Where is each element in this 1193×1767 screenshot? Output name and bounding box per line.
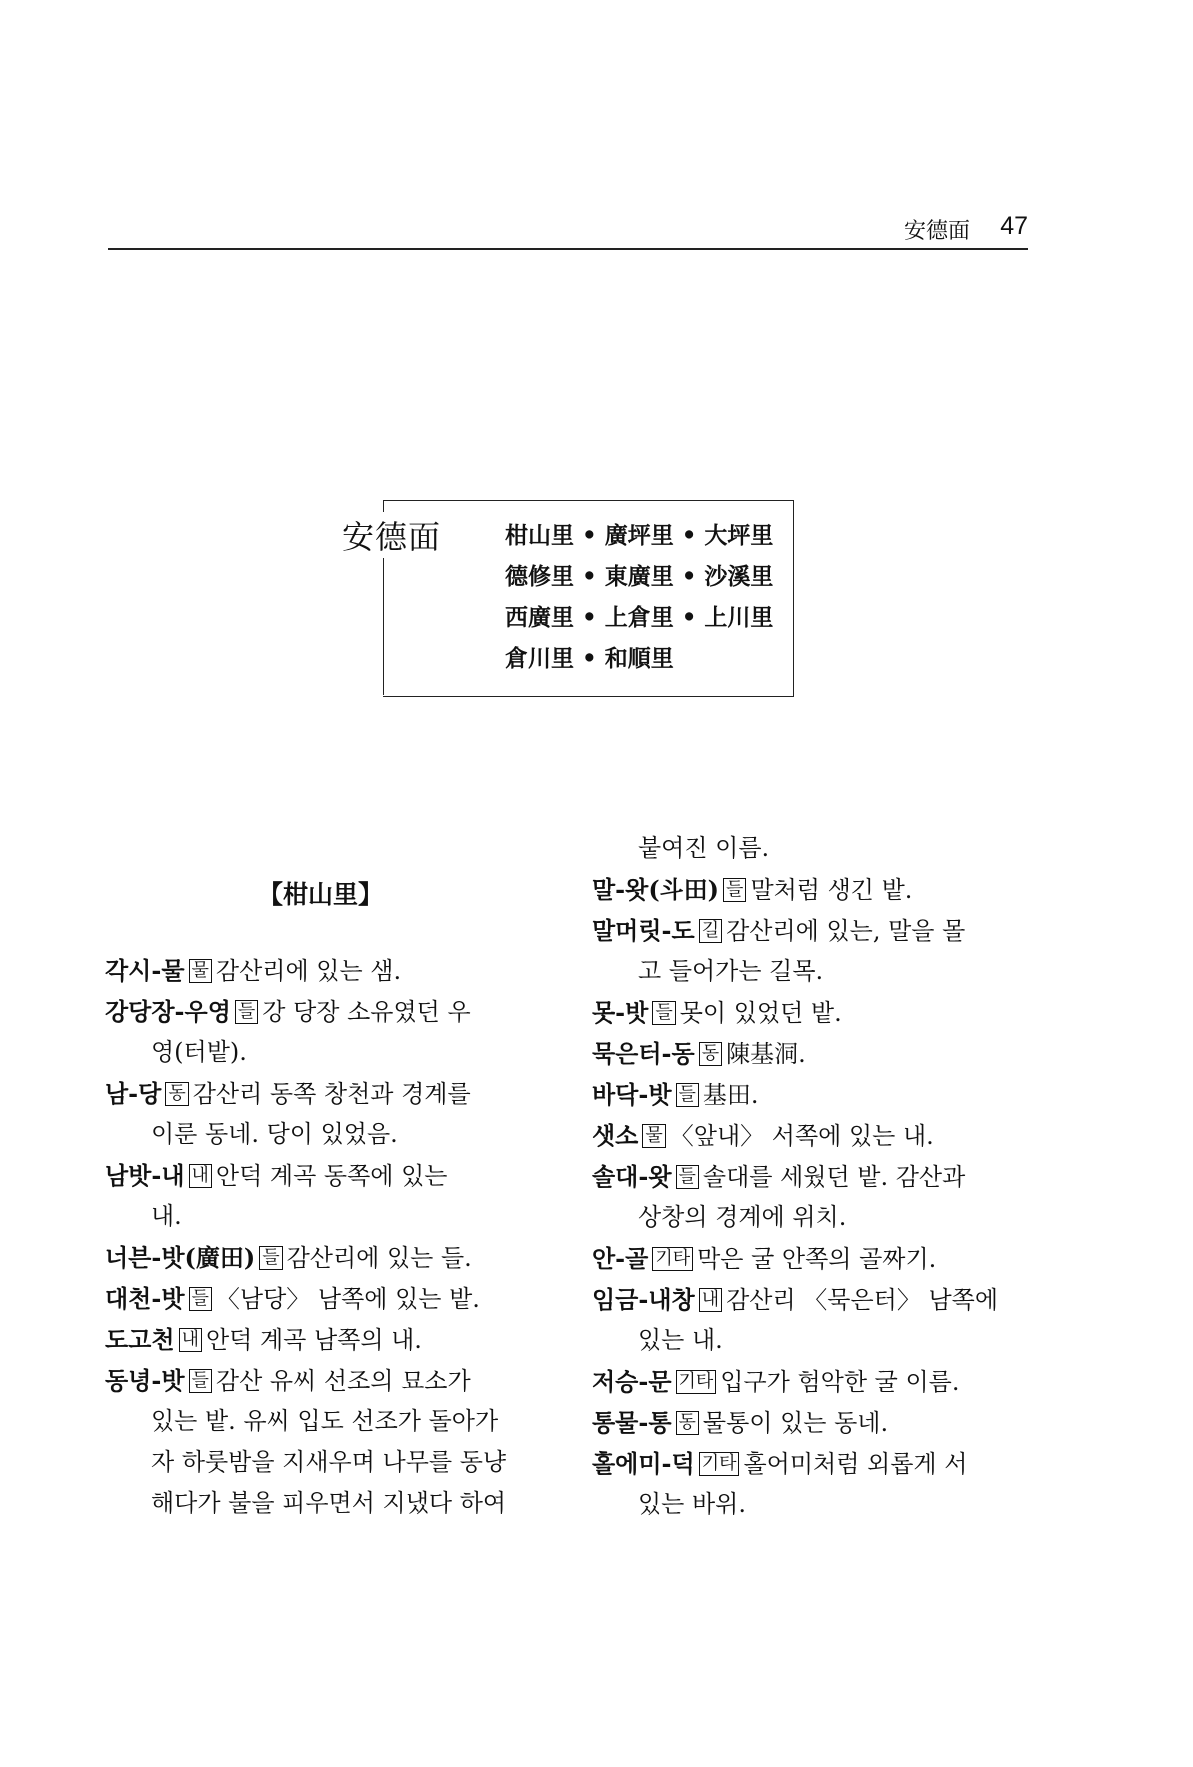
entry-line	[105, 1360, 545, 1401]
dictionary-entry	[592, 1156, 1032, 1238]
dictionary-entry	[592, 1443, 1032, 1525]
left-column	[105, 950, 545, 1524]
dictionary-entry	[592, 1279, 1032, 1361]
entry-text: 고 들어가는 길목.	[638, 957, 824, 985]
category-tag: 들	[676, 1083, 699, 1107]
category-tag: 들	[235, 1000, 258, 1024]
entry-line	[592, 1115, 1032, 1156]
right-column	[592, 828, 1032, 1525]
entry-text: 자 하룻밤을 지새우며 나무를 동냥	[151, 1448, 507, 1476]
entry-headword: 저승-문	[592, 1367, 672, 1396]
entry-text: 陳基洞.	[726, 1040, 806, 1068]
dictionary-entry	[592, 1361, 1032, 1402]
entry-headword: 동녕-밧	[105, 1366, 185, 1395]
category-tag: 물	[642, 1124, 665, 1148]
running-head-title: 安德面	[903, 219, 970, 244]
entry-line	[105, 1401, 545, 1442]
entry-text: 〈남당〉 남쪽에 있는 밭.	[215, 1285, 480, 1313]
dictionary-entry	[105, 950, 545, 991]
entry-headword: 샛소	[592, 1121, 639, 1150]
entry-text: 입구가 험악한 굴 이름.	[720, 1368, 960, 1396]
entry-line	[592, 1402, 1032, 1443]
entry-headword: 남밧-내	[105, 1161, 185, 1190]
entry-line	[105, 1237, 545, 1278]
entry-line	[592, 828, 1032, 869]
dictionary-entry	[592, 1402, 1032, 1443]
entry-text: 안덕 계곡 남쪽의 내.	[205, 1326, 422, 1354]
entry-headword: 솔대-왓	[592, 1162, 672, 1191]
category-tag: 들	[189, 1287, 212, 1311]
entry-line	[105, 1278, 545, 1319]
category-tag: 내	[189, 1164, 212, 1188]
entry-text: 감산 유씨 선조의 묘소가	[215, 1367, 471, 1395]
entry-text: 감산리에 있는 들.	[286, 1244, 472, 1272]
village-line: 柑山里 • 廣坪里 • 大坪里	[505, 522, 774, 549]
entry-headword: 강당장-우영	[105, 997, 231, 1026]
entry-line	[105, 1032, 545, 1073]
dictionary-entry	[105, 1155, 545, 1237]
entry-headword: 임금-내창	[592, 1285, 695, 1314]
village-line: 德修里 • 東廣里 • 沙溪里	[505, 563, 774, 590]
entry-line	[105, 1442, 545, 1483]
dictionary-entry	[592, 910, 1032, 992]
dictionary-entry	[105, 1360, 545, 1524]
category-tag: 동	[699, 1042, 722, 1066]
entry-line	[105, 1155, 545, 1196]
village-line: 西廣里 • 上倉里 • 上川里	[505, 604, 774, 631]
entry-headword: 바닥-밧	[592, 1080, 672, 1109]
entry-text: 基田.	[702, 1081, 759, 1109]
entry-text: 강 당장 소유였던 우	[262, 998, 471, 1026]
category-tag: 기타	[652, 1247, 693, 1271]
entry-text: 있는 밭. 유씨 입도 선조가 돌아가	[151, 1407, 499, 1435]
entry-text: 솔대를 세웠던 밭. 감산과	[702, 1163, 966, 1191]
dictionary-entry	[105, 1278, 545, 1319]
dictionary-entry	[592, 1115, 1032, 1156]
category-tag: 기타	[676, 1370, 717, 1394]
entry-text: 이룬 동네. 당이 있었음.	[151, 1120, 398, 1148]
entry-line	[105, 950, 545, 991]
entry-text: 안덕 계곡 동쪽에 있는	[215, 1162, 448, 1190]
entry-line	[592, 869, 1032, 910]
entry-headword: 홀에미-덕	[592, 1449, 695, 1478]
entry-headword: 각시-물	[105, 956, 185, 985]
entry-headword: 말머릿-도	[592, 916, 695, 945]
entry-text: 있는 내.	[638, 1326, 723, 1354]
entry-text: 〈앞내〉 서쪽에 있는 내.	[669, 1122, 934, 1150]
entry-line	[592, 1238, 1032, 1279]
entry-headword: 너븐-밧(廣田)	[105, 1243, 256, 1272]
category-tag: 길	[699, 919, 722, 943]
dictionary-entry	[592, 1074, 1032, 1115]
dictionary-entry	[105, 991, 545, 1073]
category-tag: 동	[676, 1411, 699, 1435]
entry-line	[105, 1073, 545, 1114]
dictionary-entry	[105, 1237, 545, 1278]
entry-text: 물통이 있는 동네.	[702, 1409, 889, 1437]
entry-text: 감산리 동쪽 창천과 경계를	[192, 1080, 471, 1108]
entry-text: 해다가 불을 피우면서 지냈다 하여	[151, 1489, 507, 1517]
page-number: 47	[1000, 212, 1028, 240]
village-list	[505, 515, 773, 679]
entry-line	[592, 1197, 1032, 1238]
dictionary-entry	[592, 1238, 1032, 1279]
entry-line	[105, 1319, 545, 1360]
dictionary-entry	[592, 869, 1032, 910]
entry-text: 말처럼 생긴 밭.	[750, 876, 913, 904]
dictionary-entry	[592, 992, 1032, 1033]
entry-text: 감산리 〈묵은터〉 남쪽에	[726, 1286, 999, 1314]
entry-line	[592, 1443, 1032, 1484]
dictionary-entry	[592, 1033, 1032, 1074]
entry-line	[592, 1484, 1032, 1525]
entry-text: 못이 있었던 밭.	[679, 999, 842, 1027]
entry-text: 막은 굴 안쪽의 골짜기.	[697, 1245, 937, 1273]
entry-text: 있는 바위.	[638, 1490, 746, 1518]
entry-headword: 도고천	[105, 1325, 175, 1354]
category-tag: 들	[723, 878, 746, 902]
category-tag: 물	[189, 959, 212, 983]
entry-headword: 안-골	[592, 1244, 649, 1273]
category-tag: 동	[165, 1082, 188, 1106]
dictionary-entry	[105, 1073, 545, 1155]
category-tag: 기타	[699, 1452, 740, 1476]
entry-headword: 묵은터-동	[592, 1039, 695, 1068]
category-tag: 들	[189, 1369, 212, 1393]
entry-line	[592, 992, 1032, 1033]
running-head	[108, 208, 1028, 250]
entry-line	[592, 1156, 1032, 1197]
entry-text: 붙여진 이름.	[638, 834, 770, 862]
category-tag: 내	[179, 1328, 202, 1352]
entry-text: 홀어미처럼 외롭게 서	[743, 1450, 968, 1478]
entry-text: 영(터밭).	[151, 1038, 247, 1066]
category-tag: 들	[652, 1001, 675, 1025]
category-tag: 들	[676, 1165, 699, 1189]
entry-line	[105, 1196, 545, 1237]
entry-headword: 남-당	[105, 1079, 162, 1108]
entry-line	[592, 910, 1032, 951]
dictionary-entry	[592, 828, 1032, 869]
category-tag: 들	[259, 1246, 282, 1270]
village-line: 倉川里 • 和順里	[505, 645, 674, 672]
section-heading: 【柑山里】	[258, 880, 384, 909]
entry-line	[105, 1483, 545, 1524]
township-title: 安德面	[340, 512, 443, 558]
entry-headword: 못-밧	[592, 998, 649, 1027]
entry-text: 감산리에 있는, 말을 몰	[726, 917, 966, 945]
entry-line	[105, 991, 545, 1032]
entry-text: 상창의 경계에 위치.	[638, 1203, 847, 1231]
entry-line	[592, 1279, 1032, 1320]
entry-text: 감산리에 있는 샘.	[215, 957, 402, 985]
entry-text: 내.	[151, 1202, 182, 1230]
category-tag: 내	[699, 1288, 722, 1312]
dictionary-entry	[105, 1319, 545, 1360]
entry-line	[592, 1033, 1032, 1074]
entry-line	[592, 1320, 1032, 1361]
entry-line	[592, 1074, 1032, 1115]
entry-headword: 대천-밧	[105, 1284, 185, 1313]
entry-headword: 통물-통	[592, 1408, 672, 1437]
entry-line	[592, 1361, 1032, 1402]
entry-headword: 말-왓(斗田)	[592, 875, 720, 904]
entry-line	[592, 951, 1032, 992]
entry-line	[105, 1114, 545, 1155]
